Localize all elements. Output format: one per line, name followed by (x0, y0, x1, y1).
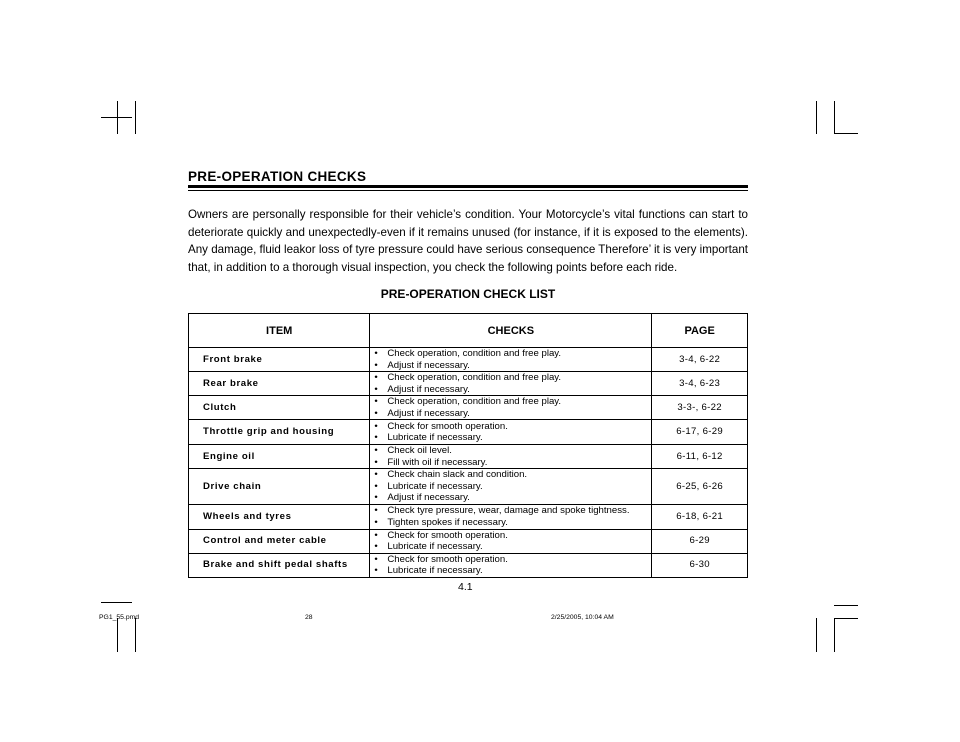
crop-mark (816, 618, 817, 652)
column-header-item: ITEM (189, 314, 370, 348)
row-item: Brake and shift pedal shafts (189, 553, 370, 577)
check-item: • Lubricate if necessary. (374, 565, 651, 577)
row-checks (370, 553, 652, 577)
crop-mark (101, 117, 132, 118)
check-item: • Tighten spokes if necessary. (374, 517, 651, 529)
crop-mark (135, 618, 136, 652)
check-list (370, 372, 651, 395)
table-row (189, 553, 748, 577)
check-item: • Check chain slack and condition. (374, 469, 651, 481)
check-list (370, 421, 651, 444)
crop-mark (834, 605, 858, 606)
table-row (189, 372, 748, 396)
crop-mark (834, 618, 835, 652)
crop-mark (834, 618, 858, 619)
row-checks (370, 529, 652, 553)
row-item: Control and meter cable (189, 529, 370, 553)
checklist-title: PRE-OPERATION CHECK LIST (380, 287, 556, 301)
row-item: Wheels and tyres (189, 504, 370, 529)
footer-sheet: 28 (305, 614, 313, 621)
crop-mark (117, 618, 118, 652)
row-checks (370, 445, 652, 469)
check-list (370, 445, 651, 468)
crop-mark (816, 101, 817, 134)
check-list (370, 554, 651, 577)
crop-mark (135, 101, 136, 134)
table-row (189, 420, 748, 445)
row-item: Front brake (189, 348, 370, 372)
check-item: • Check tyre pressure, wear, damage and spoke tightness. (374, 505, 651, 517)
footer-file: PG1_55.pmd (99, 614, 140, 621)
row-item: Drive chain (189, 469, 370, 505)
row-page: 3-4, 6-22 (652, 348, 748, 372)
column-header-checks: CHECKS (370, 314, 652, 348)
check-list-table (188, 313, 748, 578)
footer-timestamp: 2/25/2005, 10:04 AM (551, 614, 614, 621)
check-item: • Lubricate if necessary. (374, 432, 651, 444)
page-number: 4.1 (458, 581, 473, 593)
check-list (370, 505, 651, 528)
check-item: • Check operation, condition and free play. (374, 348, 651, 360)
table-header-row (189, 314, 748, 348)
check-item: • Check for smooth operation. (374, 530, 651, 542)
table-row (189, 396, 748, 420)
title-rule (188, 185, 748, 188)
row-item: Clutch (189, 396, 370, 420)
row-item: Engine oil (189, 445, 370, 469)
intro-paragraph: Owners are personally responsible for their vehicle’s condition. Your Motorcycle’s vital functions can start to deteriorate quickly and unexpectedly-even if it remains unused (for instance, if it is exposed to the elements). Any damage, fluid leakor loss of tyre pressure could have serious consequence Therefore’ it is very important that, in addition to a thorough visual inspection, you check the following points before each ride. (188, 208, 749, 274)
row-checks (370, 469, 652, 505)
check-item: • Fill with oil if necessary. (374, 457, 651, 469)
row-checks (370, 396, 652, 420)
table-row (189, 348, 748, 372)
row-checks (370, 420, 652, 445)
row-item: Rear brake (189, 372, 370, 396)
check-list (370, 396, 651, 419)
crop-mark (834, 133, 858, 134)
check-item: • Check for smooth operation. (374, 554, 651, 566)
check-item: • Check oil level. (374, 445, 651, 457)
check-item: • Check operation, condition and free play. (374, 372, 651, 384)
row-checks (370, 348, 652, 372)
check-item: • Check for smooth operation. (374, 421, 651, 433)
row-item: Throttle grip and housing (189, 420, 370, 445)
row-page: 6-29 (652, 529, 748, 553)
row-page: 6-11, 6-12 (652, 445, 748, 469)
check-list (370, 530, 651, 553)
check-item: • Adjust if necessary. (374, 492, 651, 504)
check-item: • Check operation, condition and free play. (374, 396, 651, 408)
check-item: • Adjust if necessary. (374, 408, 651, 420)
check-list (370, 348, 651, 371)
column-header-page: PAGE (652, 314, 748, 348)
row-page: 6-25, 6-26 (652, 469, 748, 505)
check-item: • Lubricate if necessary. (374, 481, 651, 493)
table-row (189, 529, 748, 553)
check-item: • Lubricate if necessary. (374, 541, 651, 553)
check-list (370, 469, 651, 504)
row-page: 3-4, 6-23 (652, 372, 748, 396)
row-checks (370, 372, 652, 396)
row-page: 6-17, 6-29 (652, 420, 748, 445)
title-rule-thin (188, 190, 748, 191)
crop-mark (834, 101, 835, 134)
row-page: 6-30 (689, 559, 710, 571)
table-row (189, 469, 748, 505)
row-checks (370, 504, 652, 529)
row-page: 3-3-, 6-22 (652, 396, 748, 420)
table-row (189, 445, 748, 469)
table-row (189, 504, 748, 529)
row-page: 6-18, 6-21 (652, 504, 748, 529)
crop-mark (101, 602, 132, 603)
check-item: • Adjust if necessary. (374, 360, 651, 372)
page-title: PRE-OPERATION CHECKS (188, 169, 367, 184)
check-item: • Adjust if necessary. (374, 384, 651, 396)
